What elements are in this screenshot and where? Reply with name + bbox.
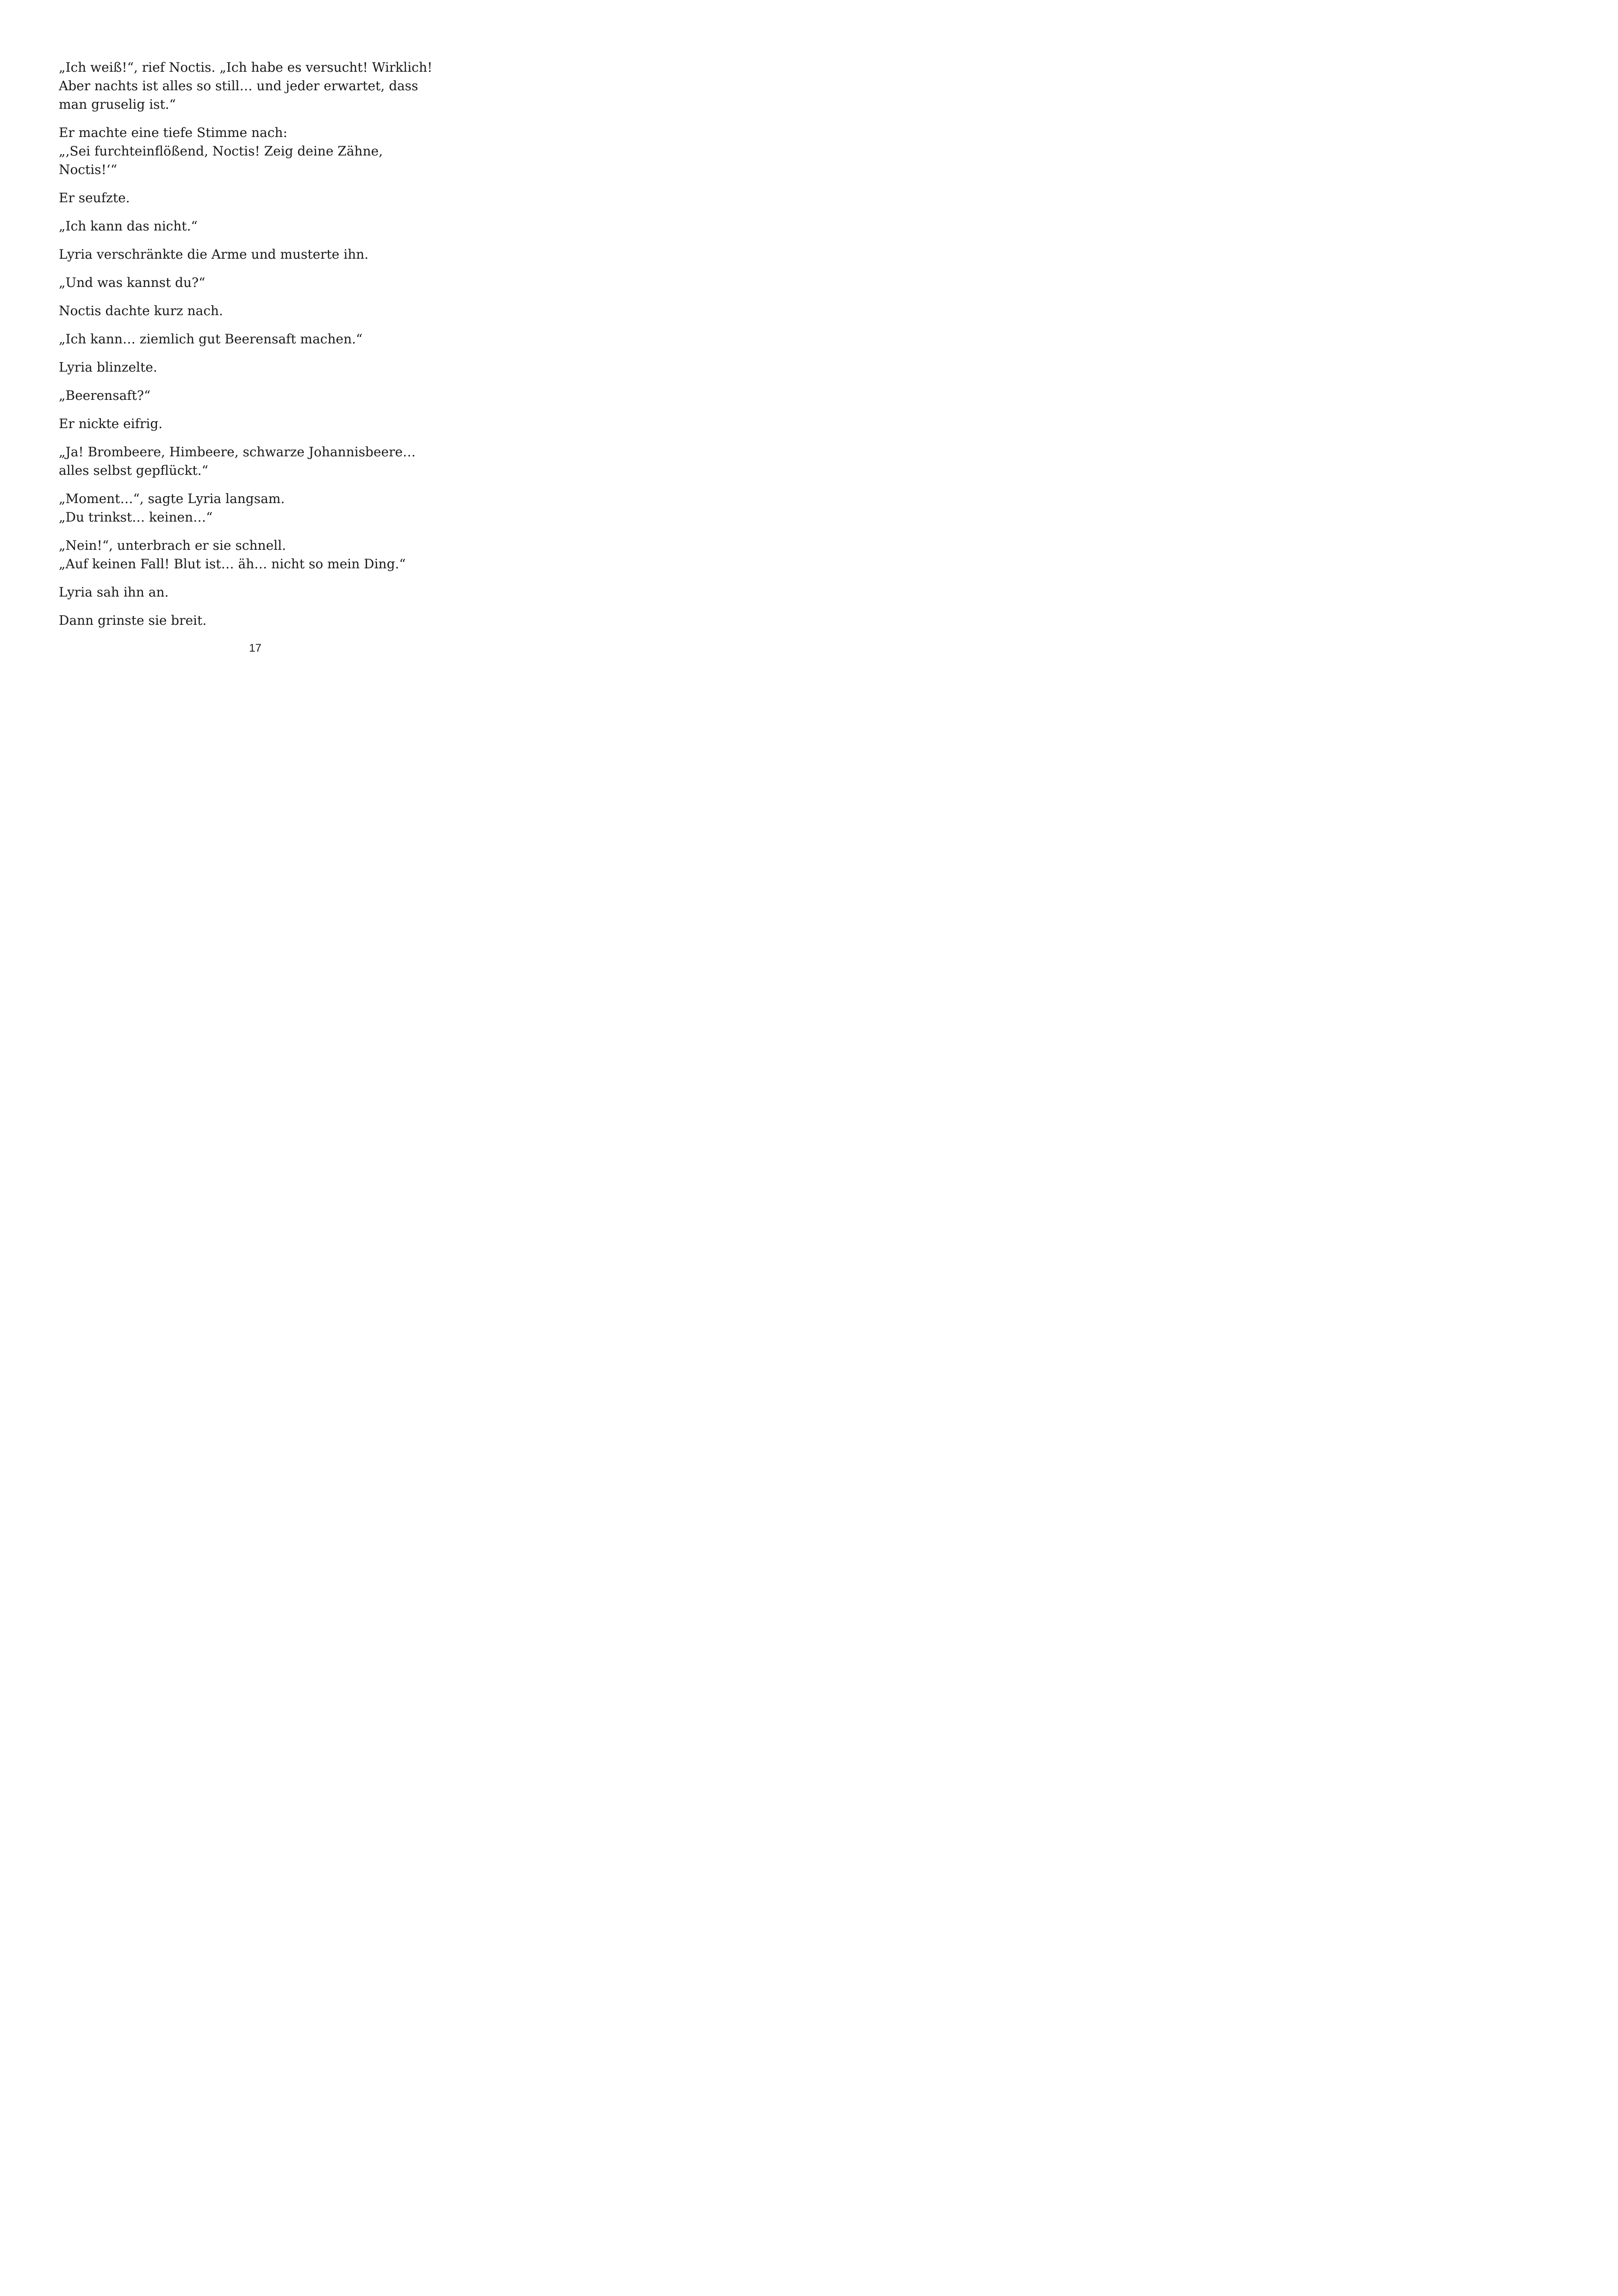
text-line: Er seufzte. [59,190,130,205]
paragraph [59,386,466,405]
text-line: „Ja! Brombeere, Himbeere, schwarze Johannisbeere… [59,444,416,460]
text-line: „Moment…“, sagte Lyria langsam. [59,491,285,506]
text-line: alles selbst gepflückt.“ [59,463,209,478]
text-line: „Und was kannst du?“ [59,275,205,290]
text-line: „Nein!“, unterbrach er sie schnell. [59,538,286,553]
paragraph [59,443,466,480]
paragraph [59,217,466,236]
text-line: Noctis dachte kurz nach. [59,303,223,318]
text-line: Dann grinste sie breit. [59,613,207,628]
paragraph [59,245,466,264]
paragraph [59,536,466,573]
body-text [59,58,466,640]
text-line: „Du trinkst… keinen…“ [59,510,213,525]
text-line: man gruselig ist.“ [59,97,176,112]
text-line: Er machte eine tiefe Stimme nach: [59,125,287,140]
text-line: „Auf keinen Fall! Blut ist… äh… nicht so mein Ding.“ [59,556,406,572]
text-line: „Ich kann… ziemlich gut Beerensaft machen.“ [59,331,363,347]
paragraph [59,611,466,630]
paragraph [59,330,466,348]
paragraph [59,358,466,377]
text-line: Lyria sah ihn an. [59,585,169,600]
text-line: Lyria blinzelte. [59,360,157,375]
paragraph [59,415,466,433]
paragraph [59,583,466,602]
paragraph [59,274,466,292]
text-line: Lyria verschränkte die Arme und musterte ihn. [59,247,369,262]
paragraph [59,302,466,320]
text-line: „‚Sei furchteinflößend, Noctis! Zeig deine Zähne, [59,143,383,159]
text-line: Aber nachts ist alles so still… und jeder erwartet, dass [59,78,418,93]
paragraph [59,189,466,207]
text-line: Er nickte eifrig. [59,416,163,431]
text-line: „Ich weiß!“, rief Noctis. „Ich habe es versucht! Wirklich! [59,60,433,75]
text-line: Noctis!‘“ [59,162,118,177]
paragraph [59,58,466,114]
paragraph [59,490,466,527]
page-number: 17 [249,642,261,654]
book-page [0,0,510,722]
text-line: „Ich kann das nicht.“ [59,218,198,234]
paragraph [59,124,466,179]
text-line: „Beerensaft?“ [59,388,151,403]
